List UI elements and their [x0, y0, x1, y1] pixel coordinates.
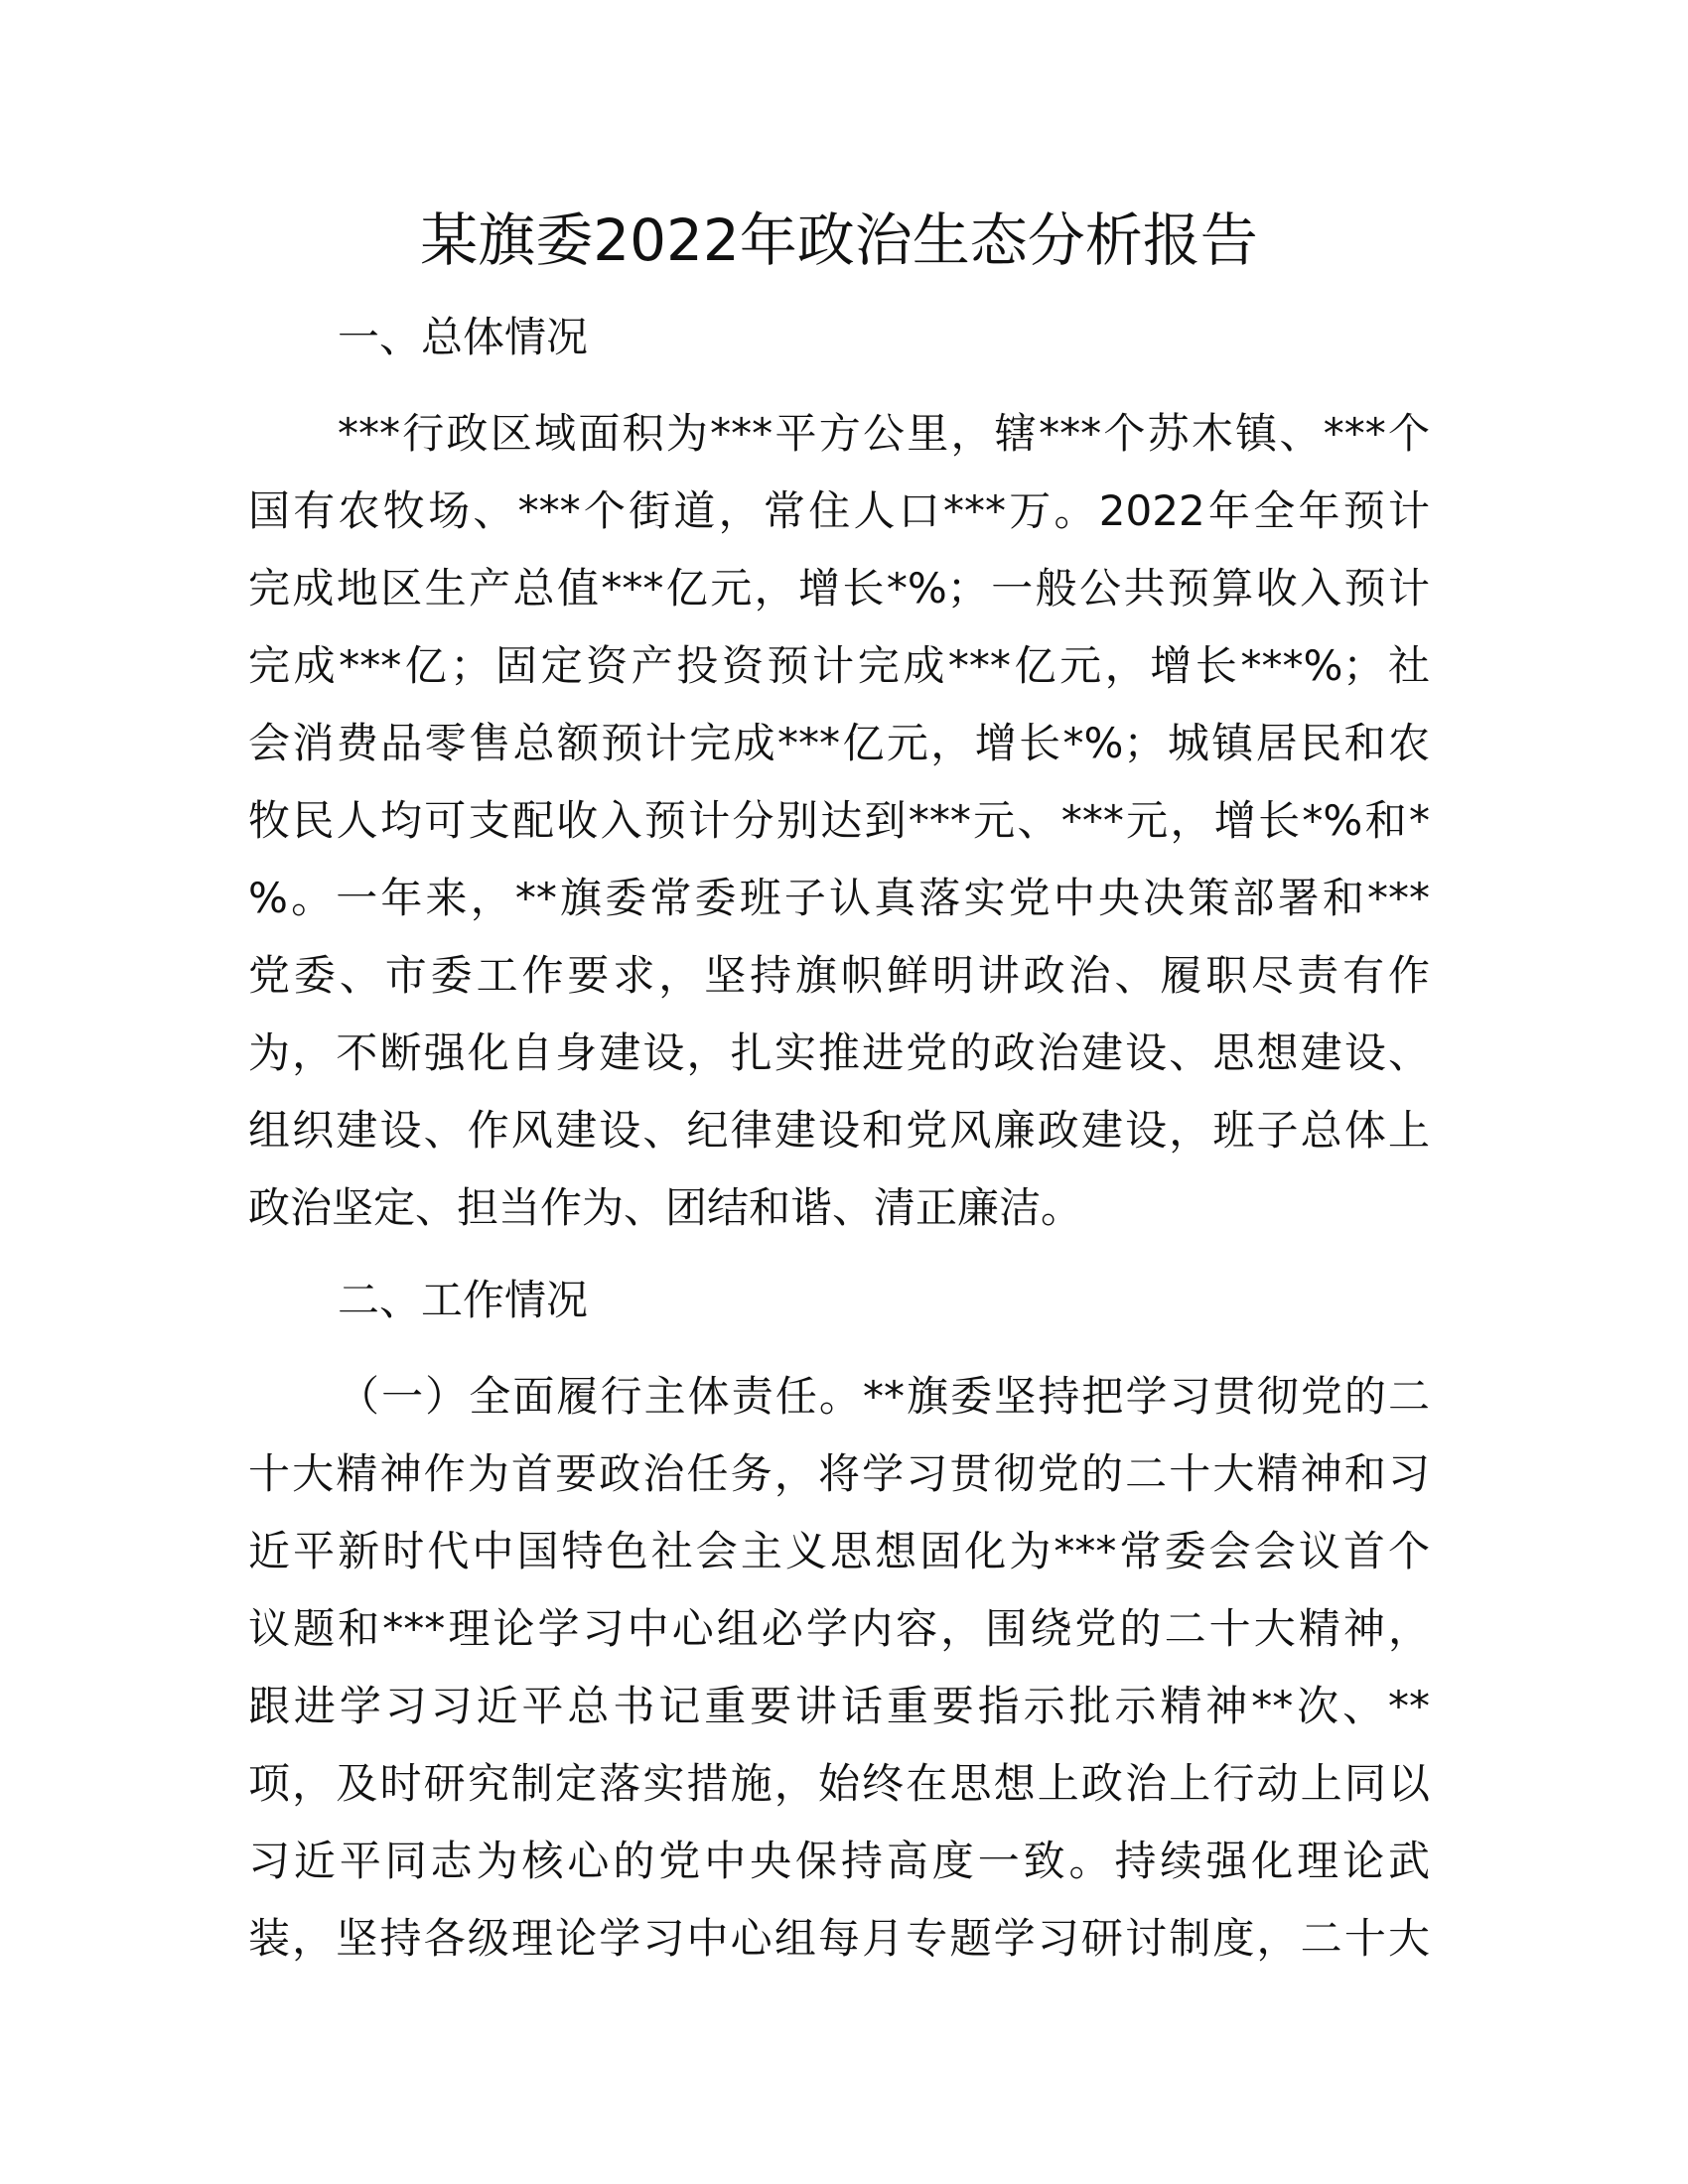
paragraph-line: ***行政区域面积为***平方公里，辖***个苏木镇、***个	[338, 409, 1430, 458]
paragraph-line: %。一年来，**旗委常委班子认真落实党中央决策部署和***	[248, 874, 1430, 922]
paragraph-line: 十大精神作为首要政治任务，将学习贯彻党的二十大精神和习	[248, 1449, 1430, 1498]
paragraph-line: 政治坚定、担当作为、团结和谐、清正廉洁。	[248, 1183, 1083, 1232]
paragraph-line: 完成地区生产总值***亿元，增长*%；一般公共预算收入预计	[248, 564, 1430, 613]
section-heading-overview: 一、总体情况	[338, 313, 589, 361]
document-body	[248, 197, 1430, 1978]
paragraph-overview	[248, 395, 1430, 1247]
paragraph-line: 装，坚持各级理论学习中心组每月专题学习研讨制度，二十大	[248, 1914, 1430, 1963]
paragraph-line: 党委、市委工作要求，坚持旗帜鲜明讲政治、履职尽责有作	[248, 951, 1430, 1000]
paragraph-line: 跟进学习习近平总书记重要讲话重要指示批示精神**次、**	[248, 1682, 1430, 1730]
paragraph-line: 会消费品零售总额预计完成***亿元，增长*%；城镇居民和农	[248, 719, 1430, 767]
paragraph-line: 为，不断强化自身建设，扎实推进党的政治建设、思想建设、	[248, 1028, 1430, 1077]
section-heading-work: 二、工作情况	[338, 1276, 589, 1324]
paragraph-line: 习近平同志为核心的党中央保持高度一致。持续强化理论武	[248, 1837, 1430, 1885]
document-title: 某旗委2022年政治生态分析报告	[420, 206, 1258, 274]
paragraph-line: 完成***亿；固定资产投资预计完成***亿元，增长***%；社	[248, 641, 1430, 690]
paragraph-line: （一）全面履行主体责任。**旗委坚持把学习贯彻党的二	[338, 1372, 1430, 1421]
paragraph-line: 项，及时研究制定落实措施，始终在思想上政治上行动上同以	[248, 1759, 1430, 1808]
paragraph-work	[248, 1358, 1430, 1978]
paragraph-line: 牧民人均可支配收入预计分别达到***元、***元，增长*%和*	[248, 796, 1430, 845]
paragraph-line: 议题和***理论学习中心组必学内容，围绕党的二十大精神，	[248, 1604, 1430, 1653]
paragraph-line: 国有农牧场、***个街道，常住人口***万。2022年全年预计	[248, 486, 1430, 535]
paragraph-line: 组织建设、作风建设、纪律建设和党风廉政建设，班子总体上	[248, 1106, 1430, 1155]
paragraph-line: 近平新时代中国特色社会主义思想固化为***常委会会议首个	[248, 1527, 1430, 1575]
